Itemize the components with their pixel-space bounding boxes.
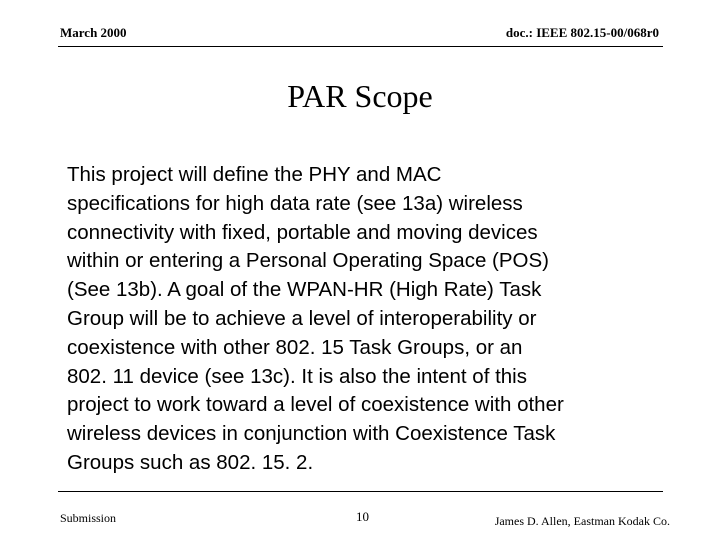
slide-body: [67, 161, 667, 478]
body-line: Group will be to achieve a level of interoperability or: [67, 306, 537, 330]
body-line: 802. 11 device (see 13c). It is also the intent of this: [67, 364, 527, 388]
body-line: specifications for high data rate (see 13a) wireless: [67, 191, 523, 215]
body-line: This project will define the PHY and MAC: [67, 163, 442, 186]
slide-title: PAR Scope: [287, 78, 433, 114]
body-line: wireless devices in conjunction with Coexistence Task: [67, 422, 556, 446]
footer-divider: [58, 491, 663, 492]
footer-page-number: 10: [356, 509, 369, 524]
body-line: project to work toward a level of coexistence with other: [67, 393, 564, 417]
body-line: (See 13b). A goal of the WPAN-HR (High Rate) Task: [67, 278, 542, 302]
body-line: Groups such as 802. 15. 2.: [67, 450, 314, 474]
body-line: within or entering a Personal Operating Space (POS): [67, 249, 550, 273]
footer-submission-label: Submission: [60, 511, 117, 525]
body-line: connectivity with fixed, portable and moving devices: [67, 220, 538, 244]
body-line: coexistence with other 802. 15 Task Groups, or an: [67, 335, 523, 359]
header-doc-id: doc.: IEEE 802.15-00/068r0: [505, 25, 659, 40]
header-date: March 2000: [60, 25, 127, 40]
header-divider: [58, 46, 663, 47]
footer-author: James D. Allen, Eastman Kodak Co.: [494, 514, 670, 528]
